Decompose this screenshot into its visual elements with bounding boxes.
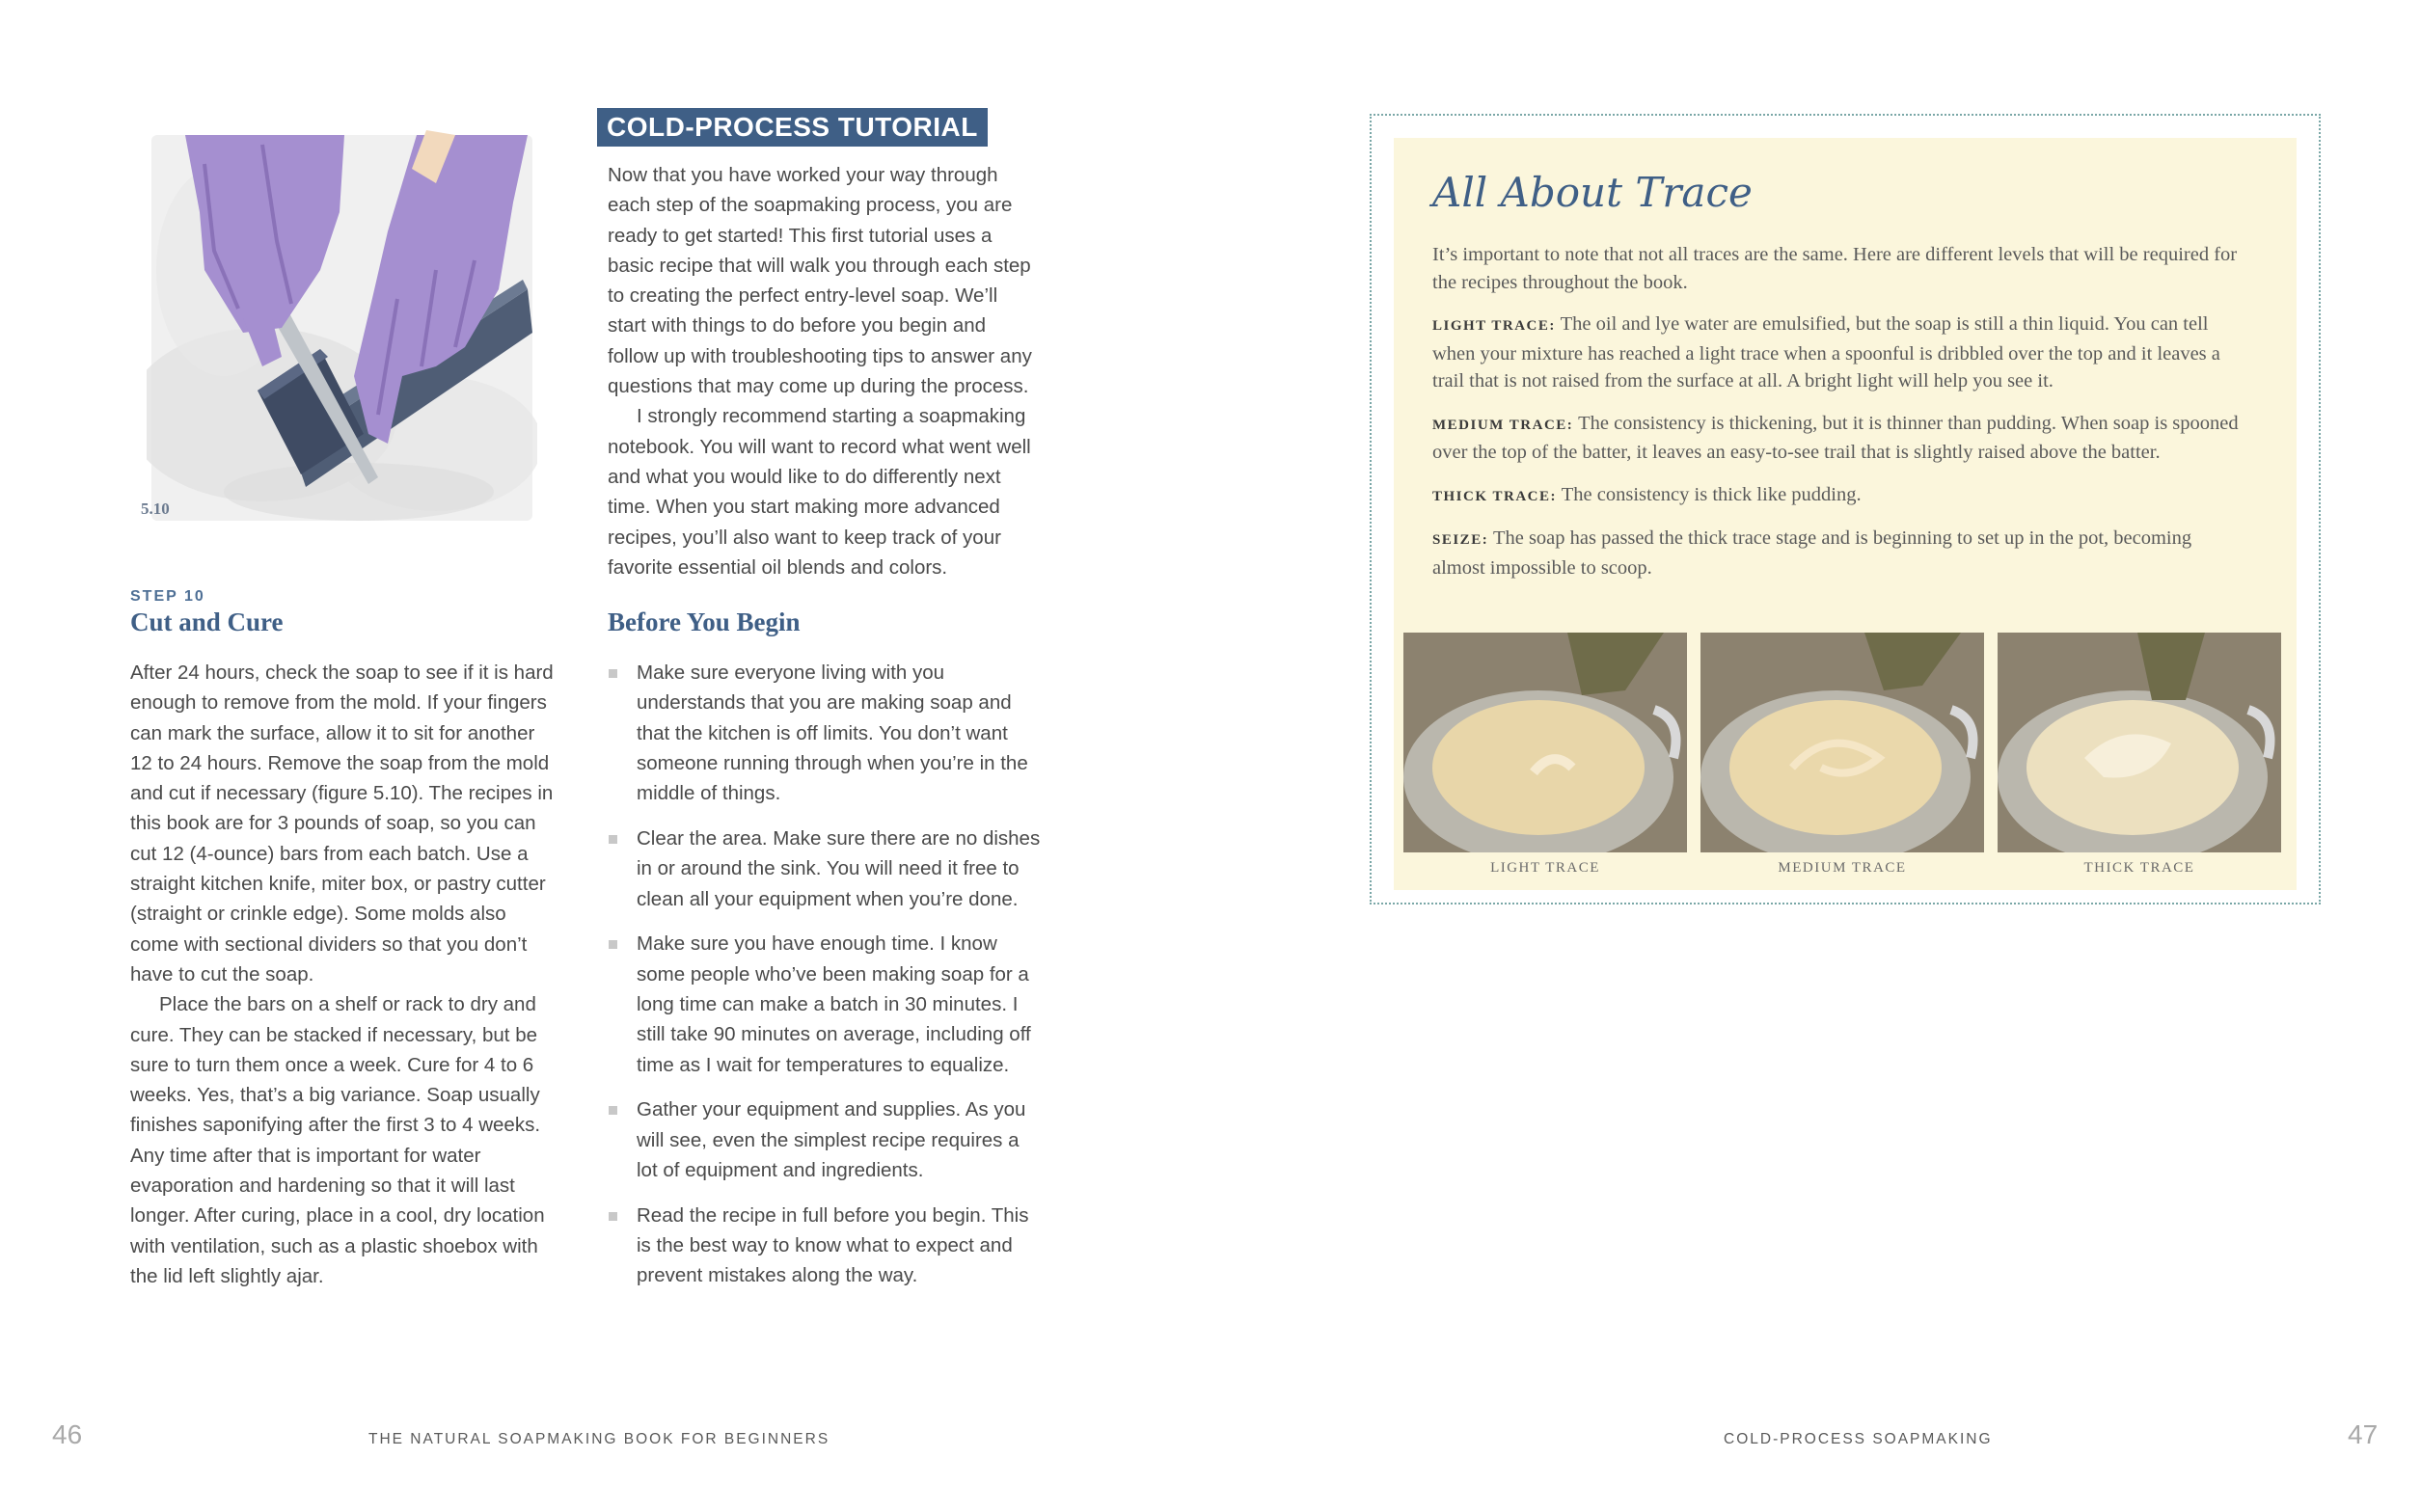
trace-intro: It’s important to note that not all traces are the same. Here are different levels that will be required for the recipes throughout the book. <box>1432 244 2238 293</box>
paragraph: After 24 hours, check the soap to see if it is hard enough to remove from the mold. If your fingers can mark the surface, allow it to sit for another 12 to 24 hours. Remove the soap from the mold and cut if necessary (figure 5.10). The recipes in this book are for 3 pounds of soap, so you can cut 12 (4-ounce) bars from each batch. Use a straight kitchen knife, miter box, or pastry cutter (straight or crinkle edge). Some molds also come with sectional dividers so that you don’t have to cut the soap. <box>130 662 554 986</box>
cut-and-cure-text <box>130 658 559 1291</box>
bullet-square-icon <box>609 1106 617 1115</box>
photo-caption: MEDIUM TRACE <box>1778 860 1907 876</box>
trace-box-title: All About Trace <box>1432 169 1753 216</box>
list-item-text: Make sure you have enough time. I know some people who’ve been making soap for a long time can make a batch in 30 minutes. I still take 90 minutes on average, including off time as I wait for temperatures to equalize. <box>637 932 1031 1076</box>
list-item <box>608 929 1042 1079</box>
thick-trace-photo <box>1998 633 2281 852</box>
trace-term: THICK TRACE: <box>1432 488 1557 504</box>
list-item-text: Make sure everyone living with you understands that you are making soap and that the kitchen is off limits. You don’t want someone running through when you’re in the middle of things. <box>637 662 1028 805</box>
trace-item <box>1432 481 2243 511</box>
page-number-left: 46 <box>52 1419 83 1449</box>
section-title: Before You Begin <box>608 608 801 636</box>
step-title: Cut and Cure <box>130 608 284 636</box>
step-label: STEP 10 <box>130 588 205 605</box>
bullet-square-icon <box>609 940 617 949</box>
tutorial-banner: COLD-PROCESS TUTORIAL <box>597 108 988 147</box>
page-number-right: 47 <box>2348 1419 2379 1449</box>
tutorial-intro-text <box>608 160 1037 582</box>
list-item <box>608 658 1042 808</box>
list-item <box>608 1094 1042 1185</box>
list-item-text: Read the recipe in full before you begin. This is the best way to know what to expect and prevent mistakes along the way. <box>637 1203 1029 1287</box>
medium-trace-photo <box>1700 633 1984 852</box>
bullet-square-icon <box>609 1212 617 1221</box>
trace-term: MEDIUM TRACE: <box>1432 417 1574 433</box>
figure-label: 5.10 <box>141 500 170 518</box>
paragraph: I strongly recommend starting a soapmaking notebook. You will want to record what went well and what you would like to do differently next time. When you start making more advanced recipes, you’ll also want to keep track of your favorite essential oil blends and colors. <box>608 405 1031 579</box>
photo-caption: THICK TRACE <box>2083 860 2195 876</box>
light-trace-photo <box>1403 633 1687 852</box>
list-item <box>608 1201 1042 1291</box>
list-item-text: Gather your equipment and supplies. As you will see, even the simplest recipe requires a lot of equipment and ingredients. <box>637 1098 1026 1181</box>
trace-definition: The soap has passed the thick trace stage and is beginning to set up in the pot, becoming almost impossible to scoop. <box>1432 527 2192 579</box>
cutting-soap-illustration <box>147 125 537 526</box>
trace-item <box>1432 310 2243 395</box>
trace-box-text <box>1432 241 2243 596</box>
paragraph: Now that you have worked your way through each step of the soapmaking process, you are ready to get started! This first tutorial uses a basic recipe that will walk you through each step to creating the perfect entry-level soap. We’ll start with things to do before you begin and follow up with troubleshooting tips to answer any questions that may come up during the process. <box>608 164 1032 398</box>
bullet-square-icon <box>609 835 617 844</box>
trace-term: LIGHT TRACE: <box>1432 318 1556 334</box>
trace-item <box>1432 410 2243 467</box>
bullet-square-icon <box>609 669 617 678</box>
before-you-begin-list <box>608 658 1042 1306</box>
trace-definition: The consistency is thickening, but it is thinner than pudding. When soap is spooned over the top of the batter, it leaves an easy-to-see trail that is slightly raised above the batter. <box>1432 412 2239 463</box>
footer-book-title: THE NATURAL SOAPMAKING BOOK FOR BEGINNERS <box>368 1431 830 1447</box>
list-item-text: Clear the area. Make sure there are no dishes in or around the sink. You will need it free to clean all your equipment when you’re done. <box>637 826 1041 910</box>
trace-definition: The oil and lye water are emulsified, but the soap is still a thin liquid. You can tell when your mixture has reached a light trace when a spoonful is dribbled over the top and it leaves a trail that is not raised from the surface at all. A bright light will help you see it. <box>1432 313 2220 392</box>
footer-chapter-title: COLD-PROCESS SOAPMAKING <box>1724 1431 1993 1447</box>
list-item <box>608 824 1042 914</box>
paragraph: Place the bars on a shelf or rack to dry and cure. They can be stacked if necessary, but be sure to turn them once a week. Cure for 4 to 6 weeks. Yes, that’s a big variance. Soap usually finishes saponifying after the first 3 to 4 weeks. Any time after that is important for water evaporation and hardening so that it will last longer. After curing, place in a cool, dry location with ventilation, such as a plastic shoebox with the lid left slightly ajar. <box>130 993 545 1287</box>
trace-definition: The consistency is thick like pudding. <box>1557 483 1862 505</box>
trace-item <box>1432 525 2243 581</box>
photo-caption: LIGHT TRACE <box>1490 860 1600 876</box>
trace-term: SEIZE: <box>1432 532 1489 548</box>
